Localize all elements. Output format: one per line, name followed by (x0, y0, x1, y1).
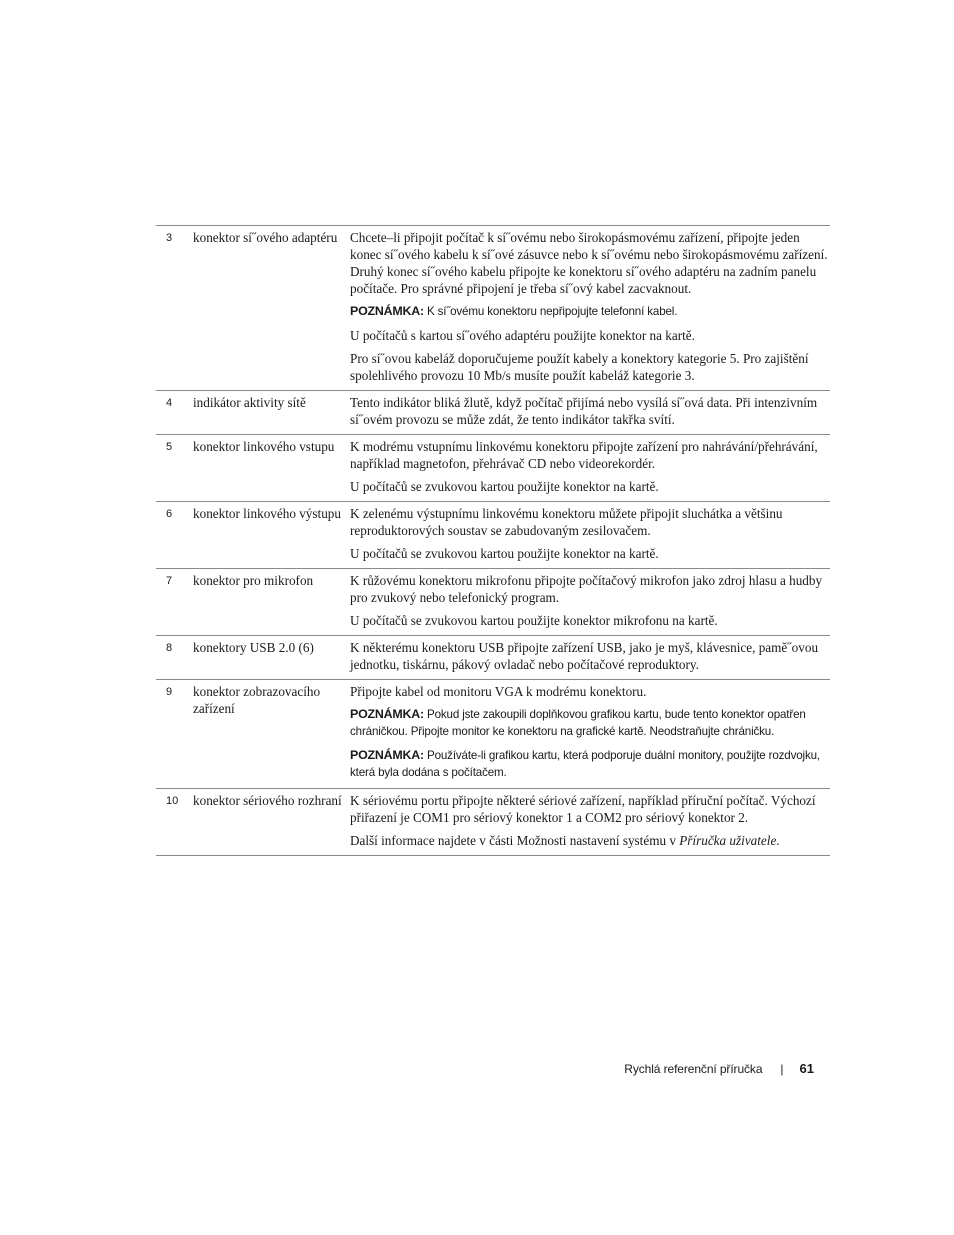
row-number: 8 (166, 641, 173, 654)
connector-description (350, 394, 830, 428)
row-number: 7 (166, 574, 173, 587)
note (350, 303, 830, 321)
note-text: K sí˝ovému konektoru nepřipojujte telefonní kabel. (423, 305, 678, 318)
page-number: 61 (799, 1061, 814, 1076)
footer-separator: | (780, 1061, 784, 1076)
table-row (156, 391, 830, 435)
description-paragraph (350, 832, 830, 849)
note-label: POZNÁMKA: (350, 747, 424, 762)
description-paragraph: Tento indikátor bliká žlutě, když počítač přijímá nebo vysílá sí˝ová data. Při intenzivním sí˝ovém provozu se může zdát, že tento indikátor takřka svítí. (350, 394, 818, 427)
note-label: POZNÁMKA: (350, 706, 424, 721)
connector-description (350, 505, 830, 562)
row-number: 10 (166, 794, 179, 807)
note-text: Používáte-li grafikou kartu, která podporuje duální monitory, použijte rozdvojku, která byla dodána s počítačem. (350, 748, 820, 779)
connector-description (350, 572, 830, 629)
row-number: 9 (166, 685, 173, 698)
connector-description (350, 438, 830, 495)
table-row (156, 569, 830, 636)
connector-description (350, 792, 830, 849)
paragraph-end: . (776, 832, 780, 848)
description-paragraph: U počítačů se zvukovou kartou použijte konektor na kartě. (350, 545, 659, 561)
table-row (156, 789, 830, 856)
row-number: 6 (166, 507, 173, 520)
connector-table (156, 225, 830, 856)
description-paragraph: K modrému vstupnímu linkovému konektoru připojte zařízení pro nahrávání/přehrávání, například magnetofon, přehrávač CD nebo videorekordér. (350, 438, 818, 471)
connector-description (350, 229, 830, 384)
connector-name: konektor zobrazovacího zařízení (193, 683, 321, 716)
table-row (156, 435, 830, 502)
description-paragraph: U počítačů se zvukovou kartou použijte konektor na kartě. (350, 478, 659, 494)
table-row (156, 636, 830, 680)
table-row (156, 502, 830, 569)
note-label: POZNÁMKA: (350, 304, 424, 318)
description-paragraph: Připojte kabel od monitoru VGA k modrému konektoru. (350, 683, 647, 699)
description-paragraph: Chcete–li připojit počítač k sí˝ovému nebo širokopásmovému zařízení, připojte jeden konec sí˝ového kabelu k sí˝ové zásuvce nebo k sí˝ovému nebo širokopásmovému zařízení. Druhý konec sí˝ového kabelu připojte ke konektoru sí˝ového adaptéru na zadním panelu počítače. Pro správné připojení je třeba sí˝ový kabel zacvaknout. (350, 230, 828, 296)
connector-name: konektor pro mikrofon (193, 572, 314, 588)
row-number: 5 (166, 440, 173, 453)
description-paragraph: K některému konektoru USB připojte zařízení USB, jako je myš, klávesnice, pamě˝ovou jednotku, tiskárnu, pákový ovladač nebo počítačové reproduktory. (350, 639, 819, 672)
description-paragraph: K zelenému výstupnímu linkovému konektoru můžete připojit sluchátka a většinu reproduktorových soustav se zabudovaným zesilovačem. (350, 505, 783, 538)
row-number: 4 (166, 396, 173, 409)
description-paragraph: K sériovému portu připojte některé sériové zařízení, například příruční počítač. Výchozí přiřazení je COM1 pro sériový konektor 1 a COM2 pro sériový konektor 2. (350, 792, 816, 825)
description-paragraph: Pro sí˝ovou kabeláž doporučujeme použít kabely a konektory kategorie 5. Pro zajištění spolehlivého provozu 10 Mb/s musíte použít kabeláž kategorie 3. (350, 350, 809, 383)
connector-name: konektor linkového výstupu (193, 505, 341, 521)
table-row (156, 226, 830, 391)
connector-name: indikátor aktivity sítě (193, 394, 306, 410)
note-text: Pokud jste zakoupili doplňkovou grafikou kartu, bude tento konektor opatřen chráničkou. Připojte monitor ke konektoru na grafické kartě. Neodstraňujte chráničku. (350, 707, 806, 738)
description-paragraph: U počítačů s kartou sí˝ového adaptéru použijte konektor na kartě. (350, 327, 695, 343)
connector-name: konektor sí˝ového adaptéru (193, 230, 338, 245)
connector-name: konektor sériového rozhraní (193, 792, 342, 808)
paragraph-text: Další informace najdete v části Možnosti nastavení systému v (350, 832, 680, 848)
connector-name: konektor linkového vstupu (193, 438, 335, 454)
page-footer (560, 1061, 814, 1076)
connector-name: konektory USB 2.0 (6) (193, 639, 314, 655)
footer-title: Rychlá referenční příručka (624, 1061, 763, 1076)
description-paragraph: K růžovému konektoru mikrofonu připojte počítačový mikrofon jako zdroj hlasu a hudby pro zvukový nebo telefonický program. (350, 572, 823, 605)
table-row (156, 680, 830, 789)
row-number: 3 (166, 232, 173, 244)
note (350, 706, 830, 741)
connector-description (350, 639, 830, 673)
description-paragraph: U počítačů se zvukovou kartou použijte konektor mikrofonu na kartě. (350, 612, 718, 628)
connector-description (350, 683, 830, 782)
note (350, 747, 830, 782)
user-guide-title: Příručka uživatele (679, 832, 777, 848)
